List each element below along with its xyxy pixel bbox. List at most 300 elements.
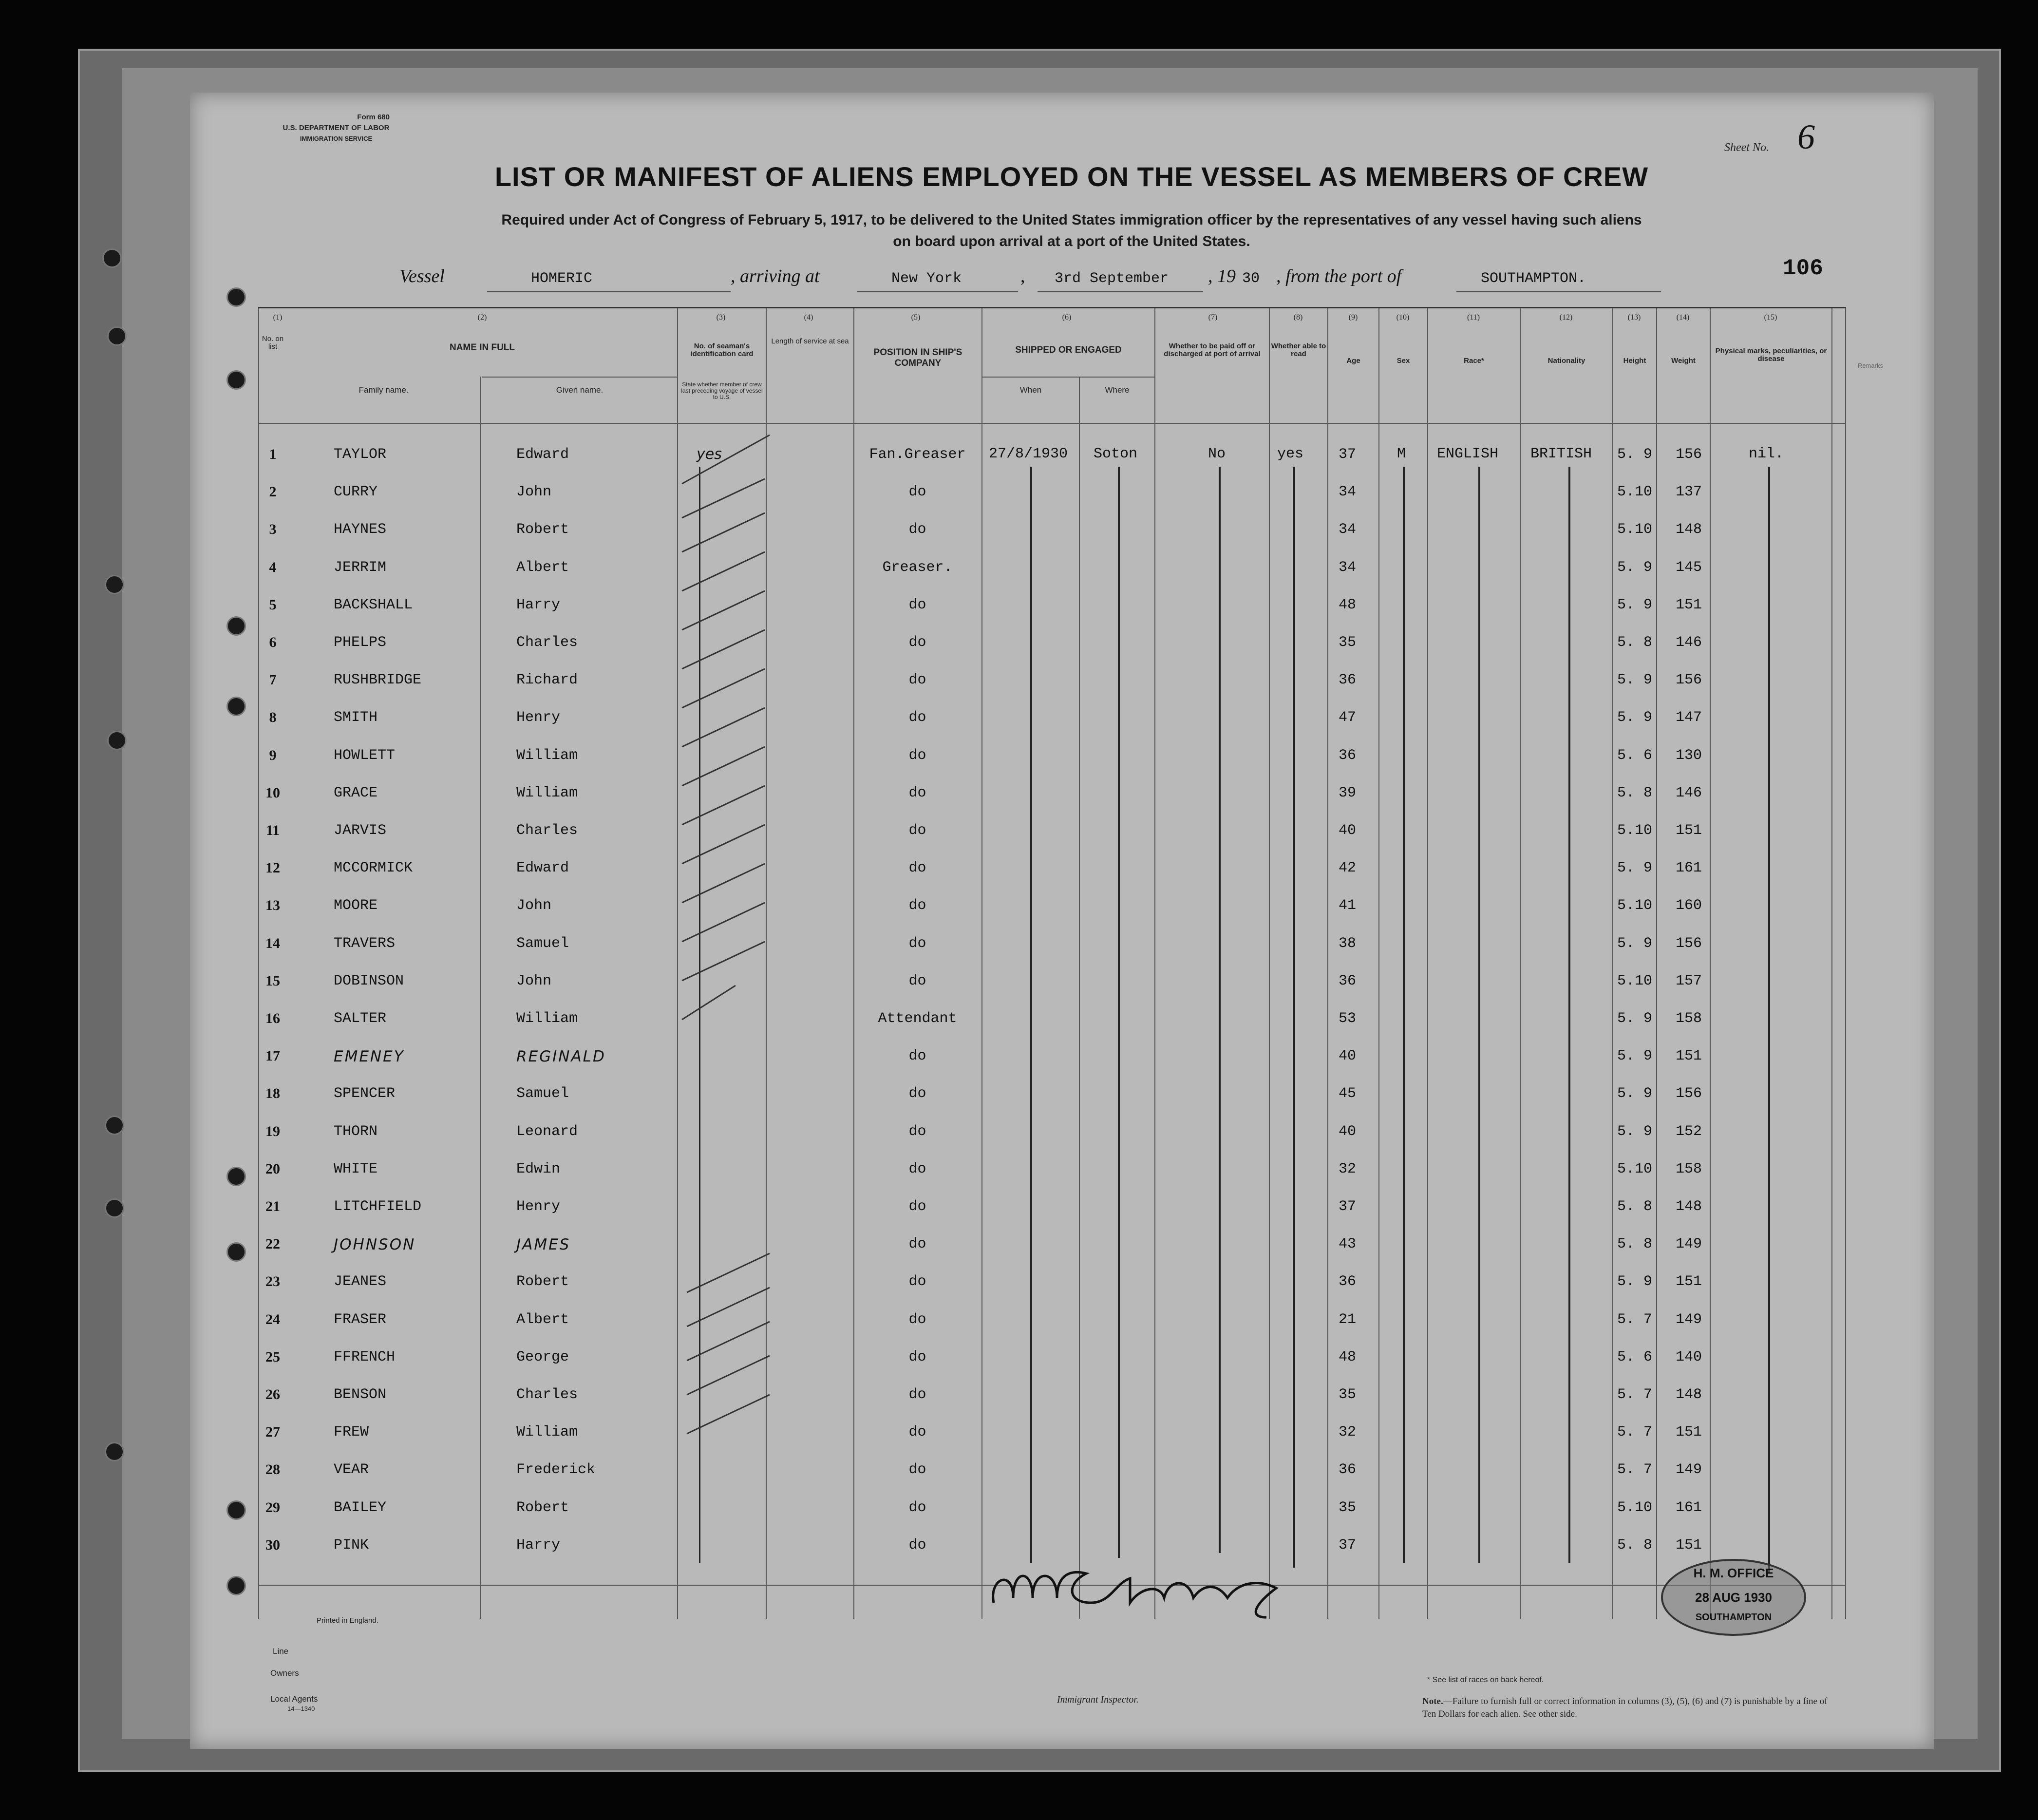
position: do <box>908 1161 926 1177</box>
weight: 151 <box>1676 1048 1702 1064</box>
weight: 145 <box>1676 559 1702 576</box>
age: 36 <box>1339 672 1357 688</box>
col-number: (9) <box>1348 313 1358 322</box>
family-name: BACKSHALL <box>334 597 413 613</box>
height: 5. 8 <box>1617 634 1653 651</box>
position: do <box>908 1537 926 1554</box>
height: 5. 9 <box>1617 1085 1653 1102</box>
row-number: 21 <box>265 1198 280 1214</box>
height: 5.10 <box>1617 822 1653 839</box>
header-id-card: No. of seaman's identification card <box>690 342 754 358</box>
row-number: 29 <box>265 1499 280 1516</box>
given-name: Samuel <box>516 935 569 952</box>
service-name: IMMIGRATION SERVICE <box>300 135 373 142</box>
age: 35 <box>1339 1386 1357 1403</box>
weight: 151 <box>1676 1424 1702 1441</box>
inspector-signature <box>984 1549 1301 1627</box>
given-name: Harry <box>516 597 561 613</box>
punch-hole <box>226 1242 246 1262</box>
position: do <box>908 785 926 801</box>
position: do <box>908 935 926 952</box>
vessel-label: Vessel <box>399 266 445 286</box>
page-title: LIST OR MANIFEST OF ALIENS EMPLOYED ON THE VESSEL AS MEMBERS OF CREW <box>494 161 1649 192</box>
column-divider <box>1656 308 1657 1619</box>
age: 35 <box>1339 1499 1357 1516</box>
weight: 156 <box>1676 672 1702 688</box>
weight: 149 <box>1676 1236 1702 1252</box>
height: 5.10 <box>1617 484 1653 500</box>
sheet-number: 6 <box>1797 117 1815 156</box>
position: do <box>908 973 926 989</box>
age: 32 <box>1339 1424 1357 1441</box>
family-name: FRASER <box>334 1311 387 1328</box>
height: 5. 9 <box>1617 1123 1653 1140</box>
family-name: GRACE <box>334 785 378 801</box>
year-suffix: 30 <box>1242 270 1260 287</box>
comma: , <box>1020 266 1025 286</box>
position: do <box>908 1461 926 1478</box>
position: do <box>908 1311 926 1328</box>
family-name: BENSON <box>334 1386 387 1403</box>
height: 5.10 <box>1617 1499 1653 1516</box>
subtitle-line-1: Required under Act of Congress of February 5, 1917, to be delivered to the United States immigration officer by the representatives of any vessel having such aliens <box>501 212 1642 228</box>
row-number: 17 <box>265 1048 280 1064</box>
row-number: 9 <box>269 747 277 763</box>
shipped-subrule <box>981 377 1154 378</box>
nationality-value: BRITISH <box>1530 446 1592 462</box>
given-name: Edward <box>516 860 569 876</box>
id-card-value: yes <box>697 446 722 463</box>
weight: 137 <box>1676 484 1702 500</box>
owners-label: Owners <box>270 1668 299 1678</box>
weight: 151 <box>1676 1273 1702 1290</box>
position: Fan.Greaser <box>869 446 966 463</box>
height: 5. 6 <box>1617 1349 1653 1365</box>
header-physical: Physical marks, peculiarities, or disease <box>1715 347 1827 363</box>
given-name: Robert <box>516 1499 569 1516</box>
family-name: LITCHFIELD <box>334 1198 422 1215</box>
ditto-stroke <box>1118 467 1120 1558</box>
position: Greaser. <box>882 559 953 576</box>
stamp-top: H. M. OFFICE <box>1693 1566 1774 1580</box>
age: 37 <box>1339 446 1357 463</box>
given-name: Charles <box>516 634 578 651</box>
position: Attendant <box>878 1010 957 1027</box>
family-name: BAILEY <box>334 1499 387 1516</box>
header-race: Race* <box>1464 357 1484 365</box>
column-divider <box>1831 308 1832 1619</box>
races-note: * See list of races on back hereof. <box>1427 1676 1544 1684</box>
family-name: SPENCER <box>334 1085 396 1102</box>
punch-hole <box>105 1198 124 1218</box>
given-name: John <box>516 484 552 500</box>
weight: 147 <box>1676 709 1702 726</box>
family-name: MCCORMICK <box>334 860 413 876</box>
family-name: PINK <box>334 1537 369 1554</box>
height: 5. 7 <box>1617 1311 1653 1328</box>
weight: 149 <box>1676 1461 1702 1478</box>
weight: 156 <box>1676 1085 1702 1102</box>
department-block <box>263 112 409 144</box>
weight: 156 <box>1676 935 1702 952</box>
paid-off-value: No <box>1208 446 1226 462</box>
pencil-strokes <box>677 425 774 1594</box>
inspector-label: Immigrant Inspector. <box>1057 1694 1139 1705</box>
arriving-label: , arriving at <box>731 266 820 286</box>
date-underline <box>1038 291 1203 292</box>
position: do <box>908 1424 926 1441</box>
height: 5. 9 <box>1617 860 1653 876</box>
row-number: 5 <box>269 597 277 613</box>
weight: 148 <box>1676 521 1702 538</box>
age: 45 <box>1339 1085 1357 1102</box>
given-name: Henry <box>516 1198 561 1215</box>
row-number: 4 <box>269 559 277 575</box>
punch-hole <box>226 1167 246 1186</box>
height: 5. 7 <box>1617 1386 1653 1403</box>
family-name: JOHNSON <box>334 1236 416 1253</box>
position: do <box>908 521 926 538</box>
weight: 146 <box>1676 785 1702 801</box>
row-number: 23 <box>265 1273 280 1289</box>
given-name: Frederick <box>516 1461 596 1478</box>
given-name: Charles <box>516 1386 578 1403</box>
age: 37 <box>1339 1537 1357 1554</box>
department-name: U.S. DEPARTMENT OF LABOR <box>283 124 390 132</box>
age: 43 <box>1339 1236 1357 1252</box>
header-length-service: Length of service at sea <box>771 337 849 345</box>
age: 40 <box>1339 1048 1357 1064</box>
column-divider <box>1520 308 1521 1619</box>
header-family-name: Family name. <box>359 385 409 395</box>
height: 5.10 <box>1617 973 1653 989</box>
sex-value: M <box>1397 446 1406 462</box>
row-number: 7 <box>269 672 277 688</box>
col-number: (15) <box>1764 313 1777 322</box>
subtitle-line-2: on board upon arrival at a port of the United States. <box>893 233 1250 249</box>
punch-hole <box>226 370 246 390</box>
header-id-card-note: State whether member of crew last preceding voyage of vessel to U.S. <box>681 381 763 400</box>
page-subtitle <box>399 209 1744 252</box>
col-number: (2) <box>477 313 487 322</box>
header-no-on-list: No. on list <box>262 335 284 351</box>
from-underline <box>1456 291 1661 292</box>
local-agents-label: Local Agents <box>270 1694 318 1704</box>
height: 5. 9 <box>1617 1273 1653 1290</box>
row-number: 24 <box>265 1311 280 1327</box>
height: 5. 8 <box>1617 1236 1653 1252</box>
height: 5.10 <box>1617 521 1653 538</box>
age: 32 <box>1339 1161 1357 1177</box>
row-number: 10 <box>265 785 280 801</box>
row-number: 13 <box>265 897 280 913</box>
arrival-date: 3rd September <box>1055 270 1169 287</box>
given-name: Richard <box>516 672 578 688</box>
given-name: Samuel <box>516 1085 569 1102</box>
height: 5. 9 <box>1617 672 1653 688</box>
weight: 158 <box>1676 1161 1702 1177</box>
col-number: (8) <box>1293 313 1303 322</box>
given-name: George <box>516 1349 569 1365</box>
fine-note <box>1422 1695 1841 1721</box>
punch-hole <box>226 287 246 307</box>
punch-hole <box>226 1576 246 1595</box>
position: do <box>908 634 926 651</box>
row-number: 14 <box>265 935 280 951</box>
row-number: 1 <box>269 446 277 462</box>
column-divider <box>853 308 854 1619</box>
punch-hole <box>226 1500 246 1520</box>
punch-hole <box>105 1116 124 1135</box>
given-name: REGINALD <box>516 1048 606 1065</box>
header-height: Height <box>1623 357 1646 365</box>
row-number: 26 <box>265 1386 280 1403</box>
height: 5.10 <box>1617 897 1653 914</box>
age: 40 <box>1339 822 1357 839</box>
age: 34 <box>1339 521 1357 538</box>
header-nationality: Nationality <box>1547 357 1585 365</box>
family-name: HAYNES <box>334 521 387 538</box>
punch-hole <box>226 697 246 716</box>
column-divider <box>258 308 259 1619</box>
punch-hole <box>226 616 246 636</box>
position: do <box>908 747 926 764</box>
column-divider <box>1079 377 1080 1619</box>
stamp-date: 28 AUG 1930 <box>1695 1590 1773 1605</box>
given-name: Albert <box>516 559 569 576</box>
header-where: Where <box>1105 385 1130 395</box>
family-name: JEANES <box>334 1273 387 1290</box>
from-label: , from the port of <box>1276 266 1402 286</box>
age: 34 <box>1339 484 1357 500</box>
position: do <box>908 1085 926 1102</box>
note-label: Note. <box>1422 1696 1443 1706</box>
age: 47 <box>1339 709 1357 726</box>
weight: 156 <box>1676 446 1702 463</box>
given-name: Albert <box>516 1311 569 1328</box>
given-name: William <box>516 1010 578 1027</box>
row-number: 27 <box>265 1424 280 1440</box>
height: 5. 9 <box>1617 559 1653 576</box>
age: 38 <box>1339 935 1357 952</box>
printed-note: Printed in England. <box>317 1616 378 1625</box>
given-name: Edwin <box>516 1161 561 1177</box>
col-number: (7) <box>1208 313 1218 322</box>
age: 48 <box>1339 1349 1357 1365</box>
family-name: FFRENCH <box>334 1349 396 1365</box>
age: 35 <box>1339 634 1357 651</box>
col-number: (1) <box>273 313 283 322</box>
age: 42 <box>1339 860 1357 876</box>
weight: 140 <box>1676 1349 1702 1365</box>
weight: 152 <box>1676 1123 1702 1140</box>
height: 5.10 <box>1617 1161 1653 1177</box>
position: do <box>908 897 926 914</box>
family-name: RUSHBRIDGE <box>334 672 422 688</box>
height: 5. 9 <box>1617 709 1653 726</box>
weight: 148 <box>1676 1386 1702 1403</box>
given-name: Robert <box>516 521 569 538</box>
ditto-stroke <box>1568 467 1570 1563</box>
given-name: Robert <box>516 1273 569 1290</box>
age: 36 <box>1339 1273 1357 1290</box>
position: do <box>908 672 926 688</box>
height: 5. 9 <box>1617 597 1653 613</box>
weight: 148 <box>1676 1198 1702 1215</box>
family-name: CURRY <box>334 484 378 500</box>
header-when: When <box>1019 385 1042 395</box>
position: do <box>908 1123 926 1140</box>
position: do <box>908 1273 926 1290</box>
given-name: John <box>516 973 552 989</box>
position: do <box>908 822 926 839</box>
row-number: 12 <box>265 860 280 876</box>
position: do <box>908 597 926 613</box>
name-subrule <box>482 377 677 378</box>
able-read-value: yes <box>1277 446 1304 462</box>
family-name: TAYLOR <box>334 446 387 463</box>
family-name: EMENEY <box>334 1048 405 1065</box>
row-number: 2 <box>269 484 277 500</box>
punch-hole <box>107 326 127 346</box>
weight: 161 <box>1676 860 1702 876</box>
ditto-stroke <box>1768 467 1770 1573</box>
row-number: 22 <box>265 1236 280 1252</box>
position: do <box>908 709 926 726</box>
age: 39 <box>1339 785 1357 801</box>
ditto-stroke <box>1478 467 1480 1563</box>
age: 36 <box>1339 1461 1357 1478</box>
column-divider <box>1327 308 1328 1619</box>
vessel-underline <box>487 291 731 292</box>
family-name: HOWLETT <box>334 747 396 764</box>
sheet-label: Sheet No. <box>1724 141 1769 154</box>
position: do <box>908 484 926 500</box>
col-number: (12) <box>1559 313 1573 322</box>
col-number: (6) <box>1062 313 1072 322</box>
position: do <box>908 860 926 876</box>
note-text: —Failure to furnish full or correct information in columns (3), (5), (6) and (7) is punishable by a fine of Ten Dollars for each alien. See other side. <box>1422 1696 1828 1719</box>
ditto-stroke <box>1293 467 1295 1568</box>
vessel-name: HOMERIC <box>531 270 593 287</box>
age: 34 <box>1339 559 1357 576</box>
given-name: William <box>516 747 578 764</box>
given-name: Henry <box>516 709 561 726</box>
height: 5. 9 <box>1617 1048 1653 1064</box>
shipped-when-value: 27/8/1930 <box>989 446 1068 462</box>
line-label: Line <box>273 1647 289 1656</box>
position: do <box>908 1499 926 1516</box>
header-paid-off: Whether to be paid off or discharged at port of arrival <box>1164 342 1261 358</box>
row-number: 19 <box>265 1123 280 1139</box>
column-divider <box>1612 308 1613 1619</box>
weight: 161 <box>1676 1499 1702 1516</box>
header-weight: Weight <box>1671 357 1696 365</box>
age: 40 <box>1339 1123 1357 1140</box>
given-name: Edward <box>516 446 569 463</box>
age: 36 <box>1339 747 1357 764</box>
column-divider <box>480 377 481 1619</box>
row-number: 11 <box>265 822 280 838</box>
header-position: POSITION IN SHIP'S COMPANY <box>873 347 962 368</box>
height: 5. 8 <box>1617 785 1653 801</box>
header-remarks: Remarks <box>1857 362 1883 369</box>
crew-table <box>258 307 1883 1619</box>
header-name-in-full: NAME IN FULL <box>449 342 515 353</box>
column-divider <box>981 308 982 1619</box>
header-able-read: Whether able to read <box>1271 342 1326 358</box>
col-number: (3) <box>716 313 726 322</box>
given-name: Harry <box>516 1537 561 1554</box>
age: 36 <box>1339 973 1357 989</box>
header-age: Age <box>1346 357 1360 365</box>
age: 21 <box>1339 1311 1357 1328</box>
column-divider <box>1269 308 1270 1619</box>
height: 5. 9 <box>1617 935 1653 952</box>
row-number: 28 <box>265 1461 280 1478</box>
family-name: SMITH <box>334 709 378 726</box>
family-name: SALTER <box>334 1010 387 1027</box>
office-stamp <box>1661 1559 1806 1636</box>
col-number: (11) <box>1467 313 1480 322</box>
weight: 157 <box>1676 973 1702 989</box>
ditto-stroke <box>1030 467 1032 1563</box>
col-number: (13) <box>1627 313 1641 322</box>
family-name: JARVIS <box>334 822 387 839</box>
position: do <box>908 1048 926 1064</box>
row-number: 15 <box>265 973 280 989</box>
family-name: FREW <box>334 1424 369 1441</box>
arrival-port: New York <box>891 270 962 287</box>
given-name: William <box>516 785 578 801</box>
col-number: (4) <box>804 313 813 322</box>
given-name: John <box>516 897 552 914</box>
weight: 149 <box>1676 1311 1702 1328</box>
ditto-stroke <box>1403 467 1405 1563</box>
column-divider <box>1154 308 1155 1619</box>
given-name: Leonard <box>516 1123 578 1140</box>
race-value: ENGLISH <box>1437 446 1499 462</box>
row-number: 25 <box>265 1349 280 1365</box>
column-divider <box>1378 308 1379 1619</box>
position: do <box>908 1386 926 1403</box>
age: 41 <box>1339 897 1357 914</box>
height: 5. 8 <box>1617 1537 1653 1554</box>
row-number: 20 <box>265 1161 280 1177</box>
position: do <box>908 1236 926 1252</box>
header-shipped: SHIPPED OR ENGAGED <box>1015 345 1122 355</box>
header-rule <box>258 423 1846 424</box>
family-name: THORN <box>334 1123 378 1140</box>
weight: 146 <box>1676 634 1702 651</box>
position: do <box>908 1198 926 1215</box>
family-name: DOBINSON <box>334 973 404 989</box>
family-name: VEAR <box>334 1461 369 1478</box>
age: 53 <box>1339 1010 1357 1027</box>
weight: 151 <box>1676 597 1702 613</box>
weight: 151 <box>1676 822 1702 839</box>
weight: 130 <box>1676 747 1702 764</box>
col-number: (10) <box>1396 313 1410 322</box>
given-name: William <box>516 1424 578 1441</box>
position: do <box>908 1349 926 1365</box>
height: 5. 6 <box>1617 747 1653 764</box>
row-number: 18 <box>265 1085 280 1101</box>
family-name: WHITE <box>334 1161 378 1177</box>
manifest-number: 106 <box>1783 256 1823 281</box>
height: 5. 7 <box>1617 1424 1653 1441</box>
punch-hole <box>102 248 122 268</box>
